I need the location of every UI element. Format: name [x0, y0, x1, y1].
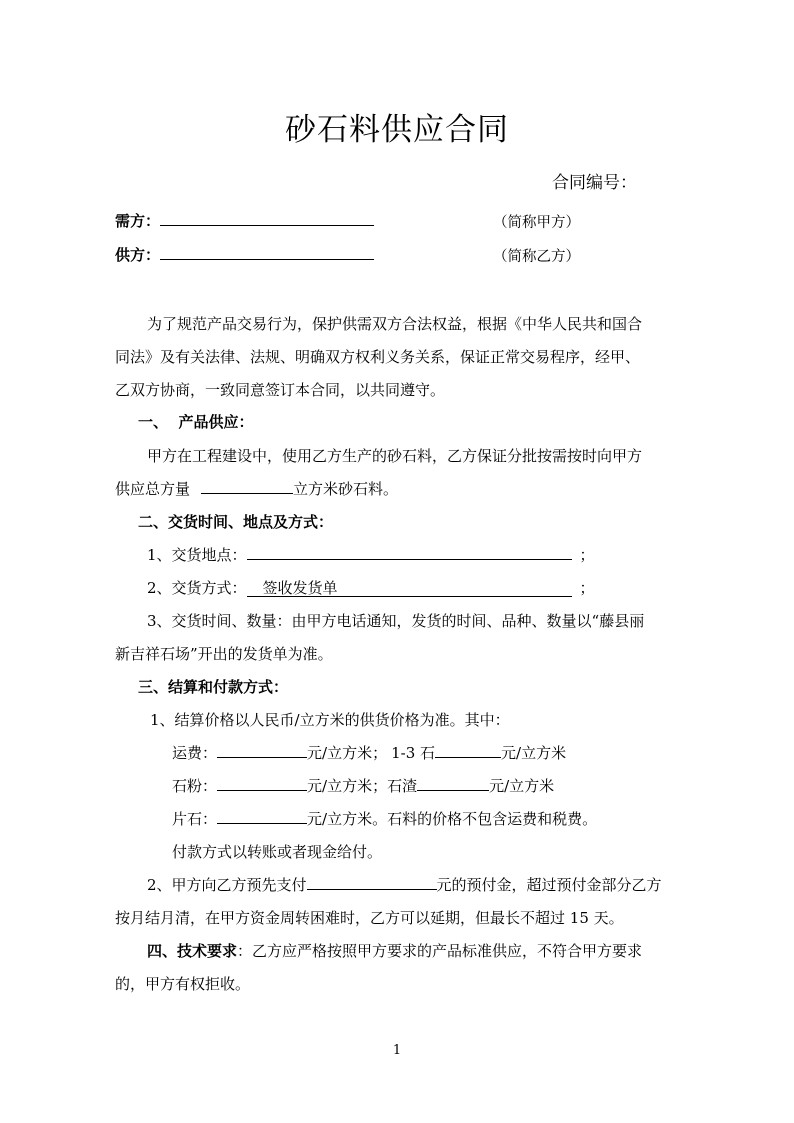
powder-row [172, 770, 554, 803]
delivery-method-value[interactable]: 签收发货单 [247, 580, 572, 597]
buyer-name-blank[interactable] [160, 211, 374, 226]
section-4-heading: 四、技术要求 [147, 942, 238, 960]
delivery-place-row [147, 539, 595, 572]
delivery-time-line-1: 3、交货时间、数量：由甲方电话通知，发货的时间、品种、数量以“藤县丽 [147, 612, 645, 630]
supplier-name-blank[interactable] [160, 245, 374, 260]
supply-volume-blank[interactable] [201, 479, 293, 494]
prepayment-amount-blank[interactable] [307, 875, 437, 890]
section-4-text: ：乙方应严格按照甲方要求的产品标准供应，不符合甲方要求 [237, 942, 643, 960]
intro-line-2: 同法》及有关法律、法规、明确双方权利义务关系，保证正常交易程序，经甲、 [115, 348, 641, 366]
powder-label: 石粉： [172, 777, 218, 795]
buyer-row [115, 210, 374, 231]
supplier-label: 供方： [115, 246, 161, 264]
section-2-heading: 二、交货时间、地点及方式： [138, 513, 334, 531]
section-4-line-1 [147, 935, 642, 968]
buyer-label: 需方： [115, 212, 161, 230]
delivery-method-label: 2、交货方式： [147, 579, 247, 597]
flake-row [172, 803, 597, 836]
section-1-line-2 [115, 473, 398, 506]
freight-label: 运费： [172, 744, 218, 762]
section-1-line-1: 甲方在工程建设中，使用乙方生产的砂石料，乙方保证分批按需按时向甲方 [147, 447, 643, 465]
payment-method: 付款方式以转账或者现金给付。 [172, 843, 383, 861]
flake-label: 片石： [172, 810, 218, 828]
supplier-abbr: （简称乙方） [493, 249, 580, 265]
slag-label: 石渣 [387, 777, 418, 795]
delivery-place-end: ； [579, 546, 595, 564]
delivery-method-end: ； [579, 579, 595, 597]
prepayment-suffix: 元的预付金，超过预付金部分乙方 [436, 876, 662, 894]
section-3-heading: 三、结算和付款方式： [138, 678, 289, 696]
supply-volume-prefix: 供应总方量 [115, 480, 191, 498]
prepayment-line-1 [147, 869, 662, 902]
delivery-method-row [147, 572, 595, 605]
prepayment-line-2: 按月结月清，在甲方资金周转困难时，乙方可以延期，但最长不超过 15 天。 [115, 909, 624, 927]
page-number: 1 [392, 1043, 402, 1058]
flake-price-blank[interactable] [217, 809, 307, 824]
prepayment-prefix: 2、甲方向乙方预先支付 [147, 876, 307, 894]
delivery-place-label: 1、交货地点： [147, 546, 247, 564]
settlement-item-1: 1、结算价格以人民币/立方米的供货价格为准。其中： [150, 711, 510, 729]
document-title: 砂石料供应合同 [285, 112, 509, 148]
supply-volume-suffix: 立方米砂石料。 [293, 480, 399, 498]
buyer-abbr: （简称甲方） [493, 215, 580, 231]
contract-number-label: 合同编号： [552, 173, 637, 193]
intro-line-1: 为了规范产品交易行为，保护供需双方合法权益，根据《中华人民共和国合 [147, 315, 643, 333]
stone13-unit: 元/立方米 [501, 744, 567, 762]
intro-line-3: 乙双方协商，一致同意签订本合同，以共同遵守。 [115, 381, 446, 399]
section-4-line-2: 的，甲方有权拒收。 [115, 975, 251, 993]
powder-unit: 元/立方米； [307, 777, 388, 795]
slag-unit: 元/立方米 [489, 777, 555, 795]
slag-price-blank[interactable] [417, 776, 489, 791]
section-1-heading: 一、 产品供应： [138, 413, 254, 431]
delivery-place-blank[interactable] [247, 545, 572, 560]
delivery-time-line-2: 新吉祥石场”开出的发货单为准。 [115, 645, 333, 663]
supplier-row [115, 244, 374, 265]
powder-price-blank[interactable] [217, 776, 307, 791]
freight-unit: 元/立方米； [307, 744, 388, 762]
stone13-price-blank[interactable] [435, 743, 501, 758]
stone13-label: 1-3 石 [391, 744, 436, 762]
flake-unit: 元/立方米。石料的价格不包含运费和税费。 [307, 810, 598, 828]
freight-row [172, 737, 566, 770]
freight-price-blank[interactable] [217, 743, 307, 758]
